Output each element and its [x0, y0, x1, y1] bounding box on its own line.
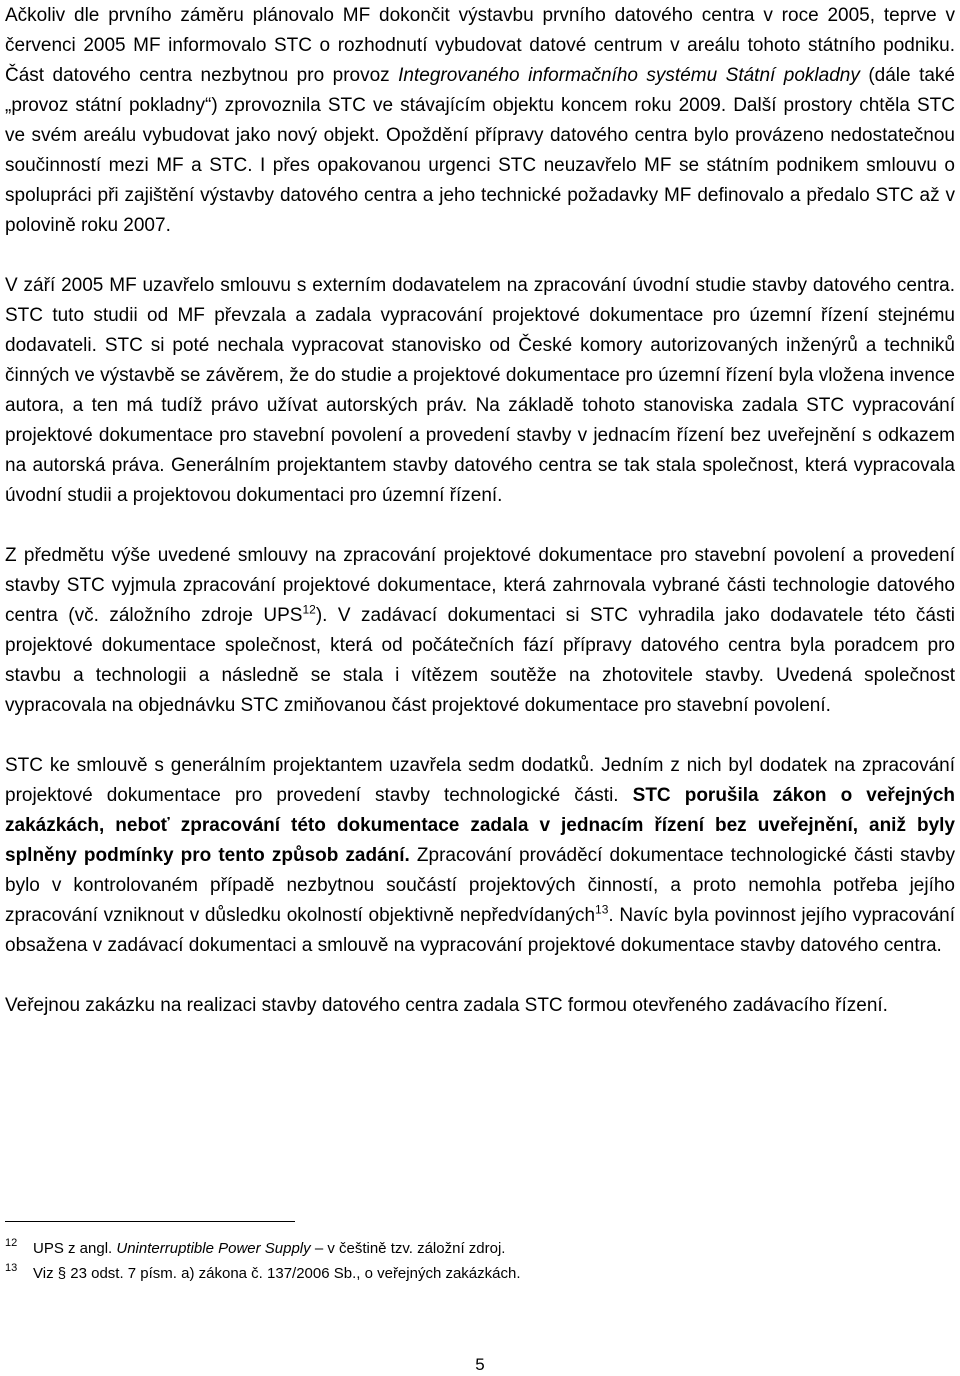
paragraph-4-bold-finding: STC porušila zákon o veřejných zakázkách, neboť zpracování této dokumentace zadala v jednacím řízení bez uveřejnění, aniž byly splněny podmínky pro tento způsob zadání. [5, 785, 955, 866]
paragraph-1-text-a: Ačkoliv dle prvního záměru plánovalo MF dokončit výstavbu prvního datového centra v roce 2005, teprve v červenci 2005 MF informovalo STC o rozhodnutí vybudovat datové centrum v areálu tohoto státního podniku. Část datového centra nezbytnou pro provoz [5, 5, 955, 86]
paragraph-3-text-b: ). V zadávací dokumentaci si STC vyhradila jako dodavatele této části projektové dokumentace společnost, která od počátečních fází přípravy datového centra byla poradcem pro stavbu a technologii a následně se stala i vítězem soutěže na zhotovitele stavby. Uvedená společnost vypracovala na objednávku STC zmiňovanou část projektové dokumentace pro stavební povolení. [5, 605, 955, 716]
paragraph-5-text: Veřejnou zakázku na realizaci stavby datového centra zadala STC formou otevřeného zadávacího řízení. [5, 995, 888, 1016]
footnote-number: 13 [5, 1262, 18, 1274]
paragraph-1-text-b: (dále také „provoz státní pokladny“) zprovoznila STC ve stávajícím objektu koncem roku 2009. Další prostory chtěla STC ve svém areálu vybudovat jako nový objekt. Opoždění přípravy datového centra bylo provázeno nedostatečnou součinností mezi MF a STC. I přes opakovanou urgenci STC neuzavřelo MF se státním podnikem smlouvu o spolupráci při zajištění výstavby datového centra a jeho technické požadavky MF definovalo a předalo STC až v polovině roku 2007. [5, 65, 955, 236]
paragraph-1-italic-term: Integrovaného informačního systému Státní pokladny [398, 65, 860, 86]
paragraph-2 [5, 271, 955, 511]
paragraph-3-text-a: Z předmětu výše uvedené smlouvy na zpracování projektové dokumentace pro stavební povolení a provedení stavby STC vyjmula zpracování projektové dokumentace, která zahrnovala vybrané části technologie datového centra (vč. záložního zdroje UPS [5, 545, 955, 626]
paragraph-3 [5, 541, 955, 721]
footnote-12-text-a: UPS z angl. [33, 1240, 117, 1257]
footnote-12-text-b: – v češtině tzv. záložní zdroj. [310, 1240, 506, 1257]
paragraph-4-text-b: Zpracování prováděcí dokumentace technologické části stavby bylo v kontrolovaném případě nezbytnou součástí projektových činností, a proto nemohla potřeba jejího zpracování vzniknout v důsledku okolností objektivně nepředvídaných [5, 845, 955, 926]
paragraph-4-text-c: . Navíc byla povinnost jejího vypracování obsažena v zadávací dokumentaci a smlouvě na vypracování projektové dokumentace stavby datového centra. [5, 905, 955, 956]
footnote-reference-12: 12 [302, 602, 316, 617]
paragraph-5 [5, 991, 955, 1021]
paragraph-4 [5, 751, 955, 961]
footnote-text: Viz § 23 odst. 7 písm. a) zákona č. 137/2006 Sb., o veřejných zakázkách. [33, 1265, 521, 1282]
paragraph-2-text: V září 2005 MF uzavřelo smlouvu s externím dodavatelem na zpracování úvodní studie stavby datového centra. STC tuto studii od MF převzala a zadala vypracování projektové dokumentace pro územní řízení stejnému dodavateli. STC si poté nechala vypracovat stanovisko od České komory autorizovaných inženýrů a techniků činných ve výstavbě se závěrem, že do studie a projektové dokumentace pro územní řízení byla vložena invence autora, a ten má tudíž právo užívat autorských práv. Na základě tohoto stanoviska zadala STC vypracování projektové dokumentace pro stavební povolení a provedení stavby v jednacím řízení bez uveřejnění s odkazem na autorská práva. Generálním projektantem stavby datového centra se tak stala společnost, která vypracovala úvodní studii a projektovou dokumentaci pro územní řízení. [5, 275, 955, 506]
paragraph-1 [5, 1, 955, 241]
footnote-number: 12 [5, 1237, 18, 1249]
footnote-text [33, 1238, 505, 1260]
paragraph-4-text-a: STC ke smlouvě s generálním projektantem uzavřela sedm dodatků. Jedním z nich byl dodatek na zpracování projektové dokumentace pro provedení stavby technologické části. [5, 755, 955, 806]
footnote-12-italic-term: Uninterruptible Power Supply [116, 1240, 311, 1257]
page-number: 5 [475, 1355, 485, 1374]
footnote-reference-13: 13 [595, 902, 609, 917]
footnote-separator [5, 1221, 295, 1222]
